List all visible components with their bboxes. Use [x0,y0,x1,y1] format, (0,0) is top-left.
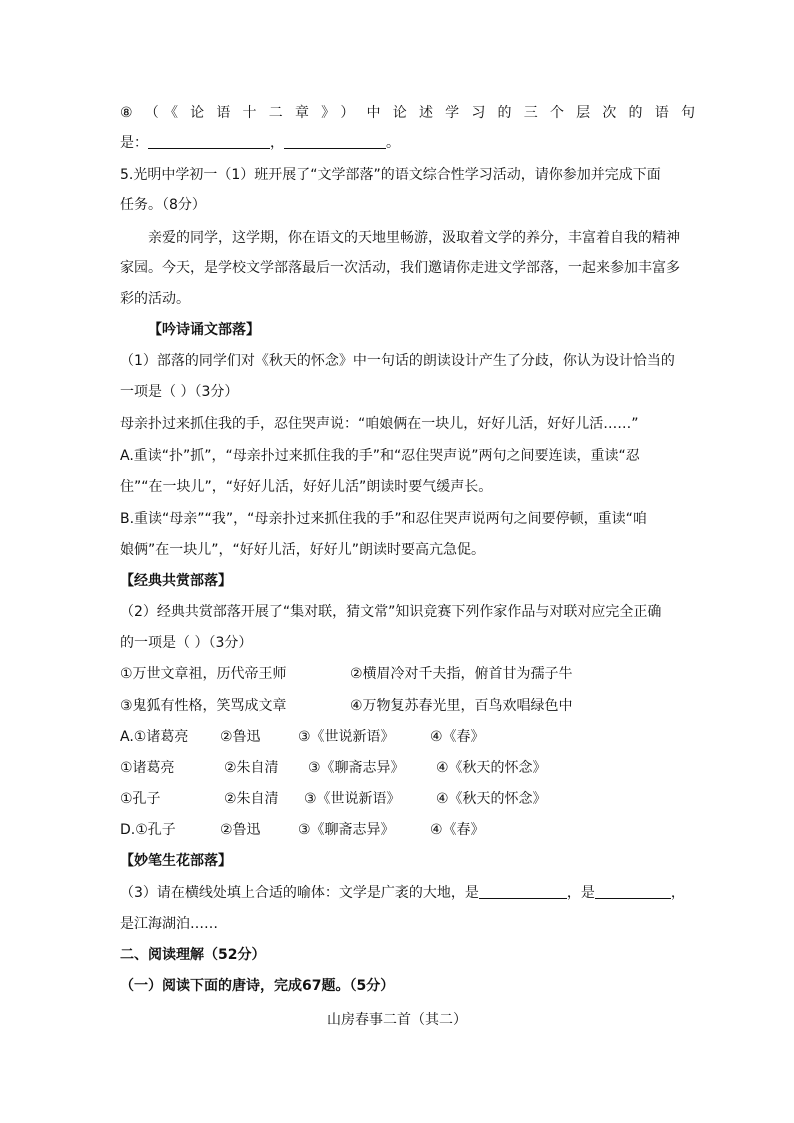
q3-blank-1[interactable] [479,884,567,899]
q3-lead: （3）请在横线处填上合适的喻体：文学是广袤的大地，是 [120,885,479,901]
option-cell: ③《世说新语》 [298,729,395,745]
q2-option-row-c [120,789,547,809]
option-cell: ③《聊斋志异》 [308,760,405,776]
q5-intro-1: 亲爱的同学，这学期，你在语文的天地里畅游，汲取着文学的养分，丰富着自我的精神 [148,230,680,246]
q8-end: 。 [386,135,400,151]
option-cell: ①孔子 [120,791,161,807]
option-cell: ④《春》 [430,729,485,745]
part-two-subtitle: （一）阅读下面的唐诗，完成67题。（5分） [120,978,395,994]
q3-line-1 [120,883,685,903]
couplet-1: ①万世文章祖，历代帝王师 [120,666,287,682]
q3-blank-2[interactable] [595,884,671,899]
q8-blank-2[interactable] [284,134,386,149]
option-cell: ③《聊斋志异》 [298,822,395,838]
couplet-4: ④万物复苏春光里，百鸟欢唱绿色中 [350,698,573,714]
option-cell: ②鲁迅 [220,822,261,838]
q1-line-1: （1）部落的同学们对《秋天的怀念》中一句话的朗读设计产生了分歧，你认为设计恰当的 [120,353,675,369]
section-title-recite: 【吟诗诵文部落】 [148,322,260,338]
option-cell: A.①诸葛亮 [120,729,189,745]
q2-option-row-d [120,820,485,840]
section-title-classics: 【经典共赏部落】 [120,573,232,589]
couplet-3: ③鬼狐有性格，笑骂成文章 [120,698,287,714]
q3-line-2: 是江海湖泊…… [120,916,218,932]
option-cell: ②鲁迅 [220,729,261,745]
q5-intro-3: 彩的活动。 [120,291,190,307]
q3-mid: ，是 [566,885,595,901]
q5-intro-2: 家园。今天，是学校文学部落最后一次活动，我们邀请你走进文学部落，一起来参加丰富多 [120,260,680,276]
section-title-writing: 【妙笔生花部落】 [120,853,232,869]
couplet-2: ②横眉冷对千夫指，俯首甘为孺子牛 [350,666,573,682]
q1-option-a-1: A.重读“扑”抓”，“母亲扑过来抓住我的手”和“忍住哭声说”两句之间要连读，重读“忍 [120,448,640,464]
q1-option-b-2: 娘俩”在一块儿”，“好好儿活，好好儿”朗读时要高亢急促。 [120,542,486,558]
option-cell: ④《春》 [430,822,485,838]
q2-line-1: （2）经典共赏部落开展了“集对联，猜文常”知识竞赛下列作家作品与对联对应完全正确 [120,604,662,620]
q8-text: ⑧（《论语十二章》）中论述学习的三个层次的语句 [120,105,708,121]
poem-title: 山房春事二首（其二） [327,1012,467,1028]
option-cell: D.①孔子 [120,822,176,838]
option-cell: ③《世说新语》 [304,791,401,807]
option-cell: ④《秋天的怀念》 [436,791,547,807]
part-two-title: 二、阅读理解（52分） [120,947,266,963]
q2-option-row-b [120,758,547,778]
q8-blank-1[interactable] [148,134,270,149]
option-cell: ①诸葛亮 [120,760,175,776]
q1-quote: 母亲扑过来抓住我的手，忍住哭声说：“咱娘俩在一块儿，好好儿活，好好儿活……” [120,416,639,432]
option-cell: ②朱自清 [224,791,279,807]
q5-line-2: 任务。（8分） [120,197,206,213]
q1-option-b-1: B.重读“母亲”“我”，“母亲扑过来抓住我的手”和忍住哭声说两句之间要停顿，重读“咱 [120,511,647,527]
q2-line-2: 的一项是（ ）（3分） [120,635,253,651]
option-cell: ②朱自清 [224,760,279,776]
q8-lead: 是： [120,135,148,151]
q2-option-row-a [120,727,485,747]
q1-line-2: 一项是（ ）（3分） [120,384,239,400]
option-cell: ④《秋天的怀念》 [436,760,547,776]
q8-line [120,103,707,123]
q1-option-a-2: 住”“在一块儿”，“好好儿活，好好儿活”朗读时要气缓声长。 [120,479,493,495]
q8-answer-line [120,133,400,153]
q8-separator: ， [270,135,284,151]
q5-line-1: 5.光明中学初一（1）班开展了“文学部落”的语文综合性学习活动，请你参加并完成下面 [120,167,661,183]
q3-end: ， [670,885,685,901]
